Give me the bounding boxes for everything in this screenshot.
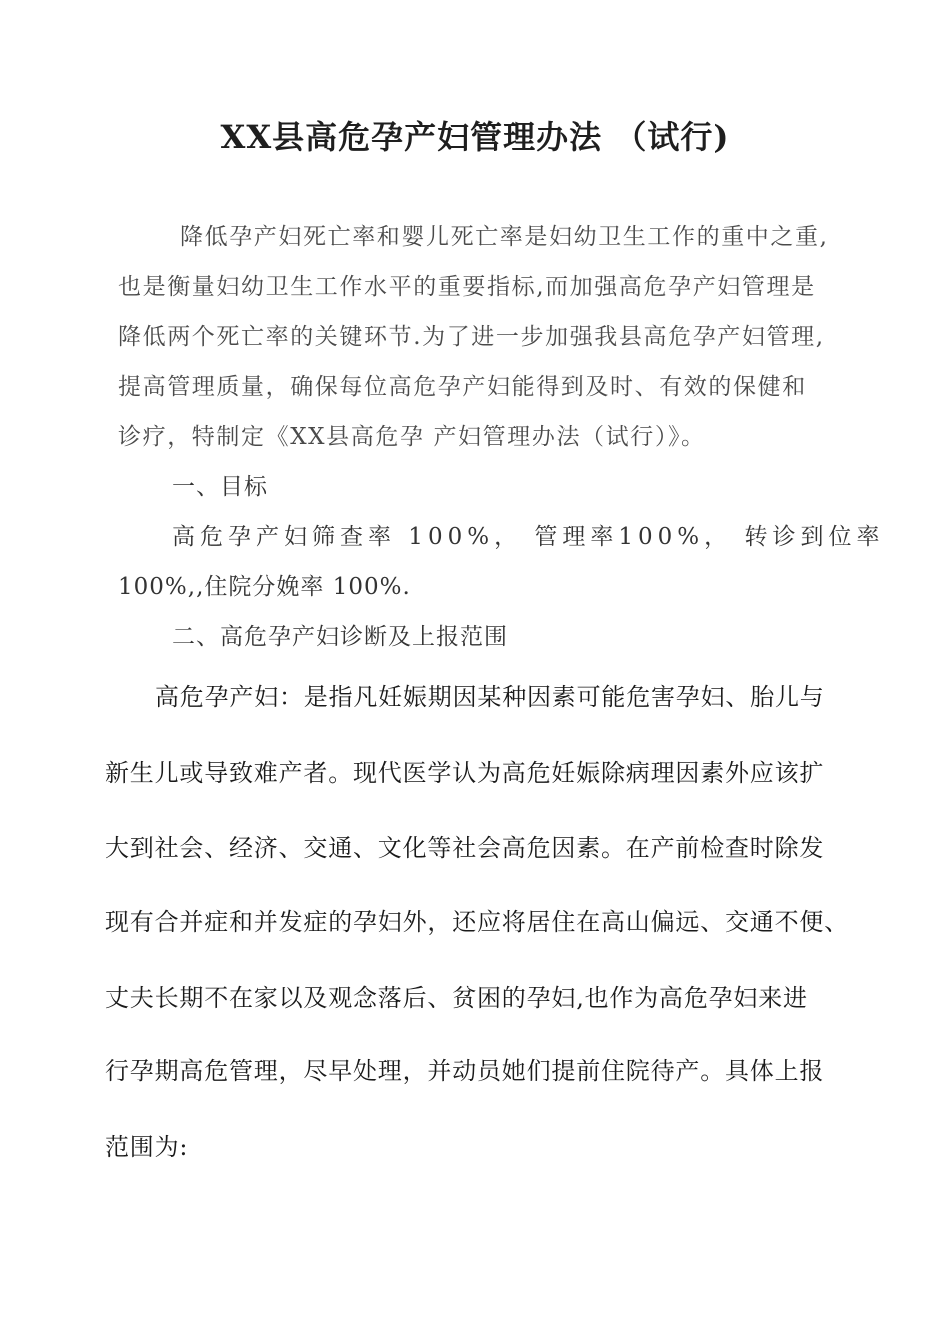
section-1-heading: 一、目标 [172, 474, 268, 500]
section-2-line-1: 高危孕产妇：是指凡妊娠期因某种因素可能危害孕妇、胎儿与 [155, 683, 825, 711]
section-1-line-2: 100%,,住院分娩率 100%. [118, 574, 411, 600]
intro-line-5: 诊疗，特制定《XX县高危孕 产妇管理办法（试行）》。 [118, 424, 706, 450]
intro-line-1: 降低孕产妇死亡率和婴儿死亡率是妇幼卫生工作的重中之重, [180, 224, 829, 250]
section-2-line-3: 大到社会、经济、交通、文化等社会高危因素。在产前检查时除发 [105, 834, 825, 862]
section-1-line-1: 高危孕产妇筛查率 100%， 管理率100%， 转诊到位率 [172, 524, 885, 550]
intro-line-4: 提高管理质量，确保每位高危孕产妇能得到及时、有效的保健和 [118, 374, 807, 400]
section-2-heading: 二、高危孕产妇诊断及上报范围 [172, 624, 508, 650]
section-2-line-7: 范围为: [105, 1133, 189, 1161]
section-2-line-6: 行孕期高危管理，尽早处理，并动员她们提前住院待产。具体上报 [105, 1057, 825, 1085]
section-2-line-2: 新生儿或导致难产者。现代医学认为高危妊娠除病理因素外应该扩 [105, 759, 825, 787]
document-title: XX县高危孕产妇管理办法 （试行) [220, 118, 730, 156]
intro-line-3: 降低两个死亡率的关键环节.为了进一步加强我县高危孕产妇管理, [118, 324, 825, 350]
section-2-line-4: 现有合并症和并发症的孕妇外，还应将居住在高山偏远、交通不便、 [105, 908, 849, 936]
intro-line-2: 也是衡量妇幼卫生工作水平的重要指标,而加强高危孕产妇管理是 [118, 274, 816, 300]
section-2-line-5: 丈夫长期不在家以及观念落后、贫困的孕妇,也作为高危孕妇来进 [105, 984, 808, 1012]
